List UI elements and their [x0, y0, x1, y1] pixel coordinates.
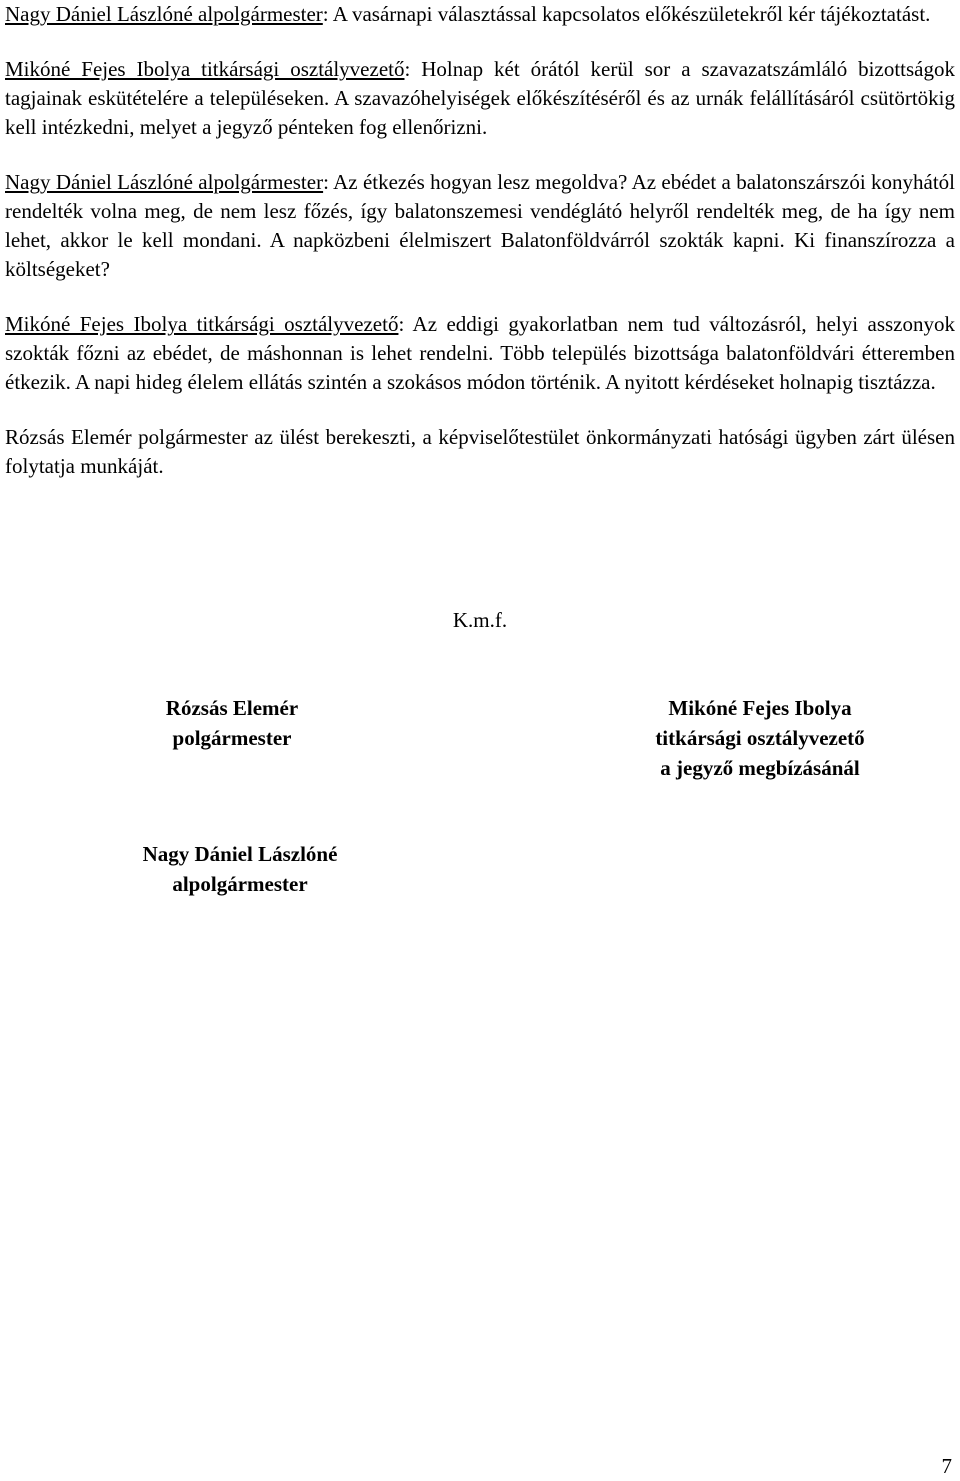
speaker-name: Mikóné Fejes Ibolya titkársági osztályvezető	[5, 312, 399, 336]
signature-mayor	[122, 693, 342, 753]
paragraph-text: Rózsás Elemér polgármester az ülést berekeszti, a képviselőtestület önkormányzati hatósági ügyben zárt ülésen folytatja munkáját.	[5, 425, 955, 478]
signature-name: Mikóné Fejes Ibolya	[668, 696, 852, 720]
paragraph-text: : Holnap két órától kerül sor a szavazatszámláló bizottságok tagjainak eskütételére a településeken. A szavazóhelyiségek előkészítéséről és az urnák felállításáról csütörtökig kell intézkedni, melyet a jegyző pénteken fog ellenőrizni.	[5, 57, 955, 139]
signature-name: Nagy Dániel Lászlóné	[142, 842, 338, 866]
paragraph-text: : A vasárnapi választással kapcsolatos előkészületekről kér tájékoztatást.	[322, 2, 931, 26]
signature-title: titkársági osztályvezető	[655, 726, 865, 750]
signature-name: Rózsás Elemér	[165, 696, 299, 720]
paragraph-2	[5, 55, 955, 142]
paragraph-1	[5, 0, 955, 29]
signature-title: polgármester	[172, 726, 292, 750]
speaker-name: Nagy Dániel Lászlóné alpolgármester	[5, 170, 324, 194]
signature-note: a jegyző megbízásánál	[660, 756, 860, 780]
paragraph-text: : Az eddigi gyakorlatban nem tud változásról, helyi asszonyok szokták főzni az ebédet, de máshonnan is lehet rendelni. Több település bizottsága balatonföldvári étteremben étkezik. A napi hideg élelem ellátás szintén a szokásos módon történik. A nyitott kérdéseket holnapig tisztázza.	[5, 312, 956, 394]
closing-text: K.m.f.	[452, 608, 508, 632]
paragraph-text: : Az étkezés hogyan lesz megoldva? Az ebédet a balatonszárszói konyhától rendelték volna meg, de nem lesz főzés, így balatonszemesi vendéglátó helyről rendelték meg, de ha így nem lehet, akkor le kell mondani. A napközbeni élelmiszert Balatonföldvárról szokták kapni. Ki finanszírozza a költségeket?	[5, 170, 956, 281]
signature-department-head	[600, 693, 920, 783]
document-body	[5, 0, 955, 481]
paragraph-5	[5, 423, 955, 481]
page-number: 7	[941, 1454, 952, 1478]
paragraph-4	[5, 310, 955, 397]
signature-title: alpolgármester	[172, 872, 308, 896]
speaker-name: Mikóné Fejes Ibolya titkársági osztályvezető	[5, 57, 405, 81]
closing-kmf	[0, 606, 960, 635]
paragraph-3	[5, 168, 955, 284]
signature-deputy-mayor	[110, 839, 370, 899]
speaker-name: Nagy Dániel Lászlóné alpolgármester	[5, 2, 323, 26]
